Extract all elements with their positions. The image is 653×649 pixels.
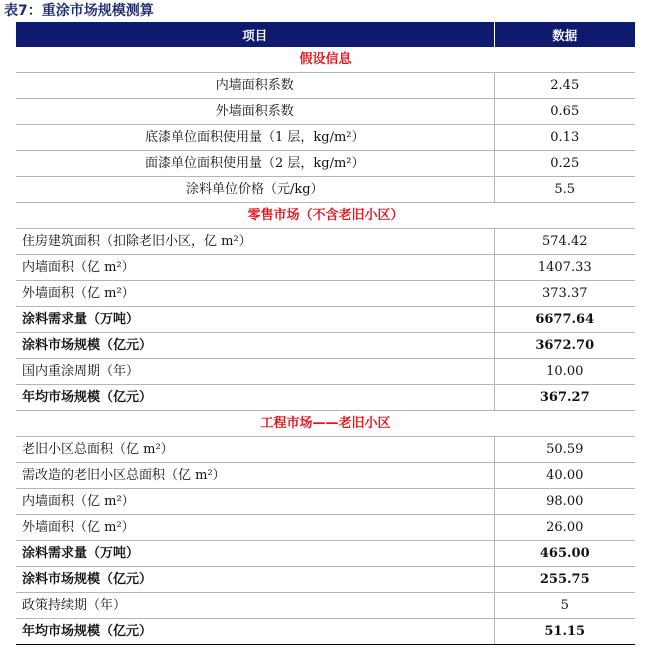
table-row bbox=[16, 515, 635, 541]
row-value: 255.75 bbox=[494, 567, 635, 593]
table-header-row bbox=[16, 22, 635, 47]
section-heading-row bbox=[16, 203, 635, 229]
row-label: 涂料市场规模（亿元） bbox=[16, 333, 494, 359]
table-row bbox=[16, 229, 635, 255]
table-row bbox=[16, 151, 635, 177]
row-value: 50.59 bbox=[494, 437, 635, 463]
table-body bbox=[16, 47, 635, 645]
table-row bbox=[16, 99, 635, 125]
table-row bbox=[16, 463, 635, 489]
row-label: 需改造的老旧小区总面积（亿 m²） bbox=[16, 463, 494, 489]
row-label: 住房建筑面积（扣除老旧小区，亿 m²） bbox=[16, 229, 494, 255]
row-value: 10.00 bbox=[494, 359, 635, 385]
row-value: 5.5 bbox=[494, 177, 635, 203]
table-row bbox=[16, 567, 635, 593]
row-label: 涂料市场规模（亿元） bbox=[16, 567, 494, 593]
row-label: 年均市场规模（亿元） bbox=[16, 385, 494, 411]
row-value: 51.15 bbox=[494, 619, 635, 645]
section-heading: 假设信息 bbox=[16, 47, 635, 73]
row-label: 年均市场规模（亿元） bbox=[16, 619, 494, 645]
table-row bbox=[16, 541, 635, 567]
row-value: 1407.33 bbox=[494, 255, 635, 281]
row-label: 政策持续期（年） bbox=[16, 593, 494, 619]
table-row bbox=[16, 619, 635, 645]
row-label: 底漆单位面积使用量（1 层，kg/m²） bbox=[16, 125, 494, 151]
row-value: 465.00 bbox=[494, 541, 635, 567]
section-heading: 工程市场——老旧小区 bbox=[16, 411, 635, 437]
row-label: 外墙面积系数 bbox=[16, 99, 494, 125]
table-row bbox=[16, 359, 635, 385]
table-row bbox=[16, 255, 635, 281]
row-label: 涂料需求量（万吨） bbox=[16, 307, 494, 333]
header-item: 项目 bbox=[16, 22, 494, 47]
table-row bbox=[16, 281, 635, 307]
row-label: 内墙面积（亿 m²） bbox=[16, 489, 494, 515]
row-value: 3672.70 bbox=[494, 333, 635, 359]
row-label: 面漆单位面积使用量（2 层，kg/m²） bbox=[16, 151, 494, 177]
table-row bbox=[16, 125, 635, 151]
row-value: 0.65 bbox=[494, 99, 635, 125]
row-label: 涂料单位价格（元/kg） bbox=[16, 177, 494, 203]
estimate-table bbox=[16, 22, 635, 645]
section-heading-row bbox=[16, 411, 635, 437]
table-row bbox=[16, 437, 635, 463]
row-value: 6677.64 bbox=[494, 307, 635, 333]
section-heading-row bbox=[16, 47, 635, 73]
table-title: 表7：重涂市场规模测算 bbox=[4, 3, 154, 19]
row-label: 老旧小区总面积（亿 m²） bbox=[16, 437, 494, 463]
row-label: 内墙面积（亿 m²） bbox=[16, 255, 494, 281]
row-value: 5 bbox=[494, 593, 635, 619]
row-label: 外墙面积（亿 m²） bbox=[16, 281, 494, 307]
table-row bbox=[16, 489, 635, 515]
table-row bbox=[16, 385, 635, 411]
row-value: 373.37 bbox=[494, 281, 635, 307]
table-row bbox=[16, 73, 635, 99]
row-value: 26.00 bbox=[494, 515, 635, 541]
row-label: 国内重涂周期（年） bbox=[16, 359, 494, 385]
row-value: 40.00 bbox=[494, 463, 635, 489]
row-label: 内墙面积系数 bbox=[16, 73, 494, 99]
row-value: 367.27 bbox=[494, 385, 635, 411]
table-row bbox=[16, 177, 635, 203]
header-value: 数据 bbox=[494, 22, 635, 47]
row-label: 涂料需求量（万吨） bbox=[16, 541, 494, 567]
table-row bbox=[16, 333, 635, 359]
row-value: 0.13 bbox=[494, 125, 635, 151]
section-heading: 零售市场（不含老旧小区） bbox=[16, 203, 635, 229]
table-row bbox=[16, 307, 635, 333]
row-value: 98.00 bbox=[494, 489, 635, 515]
row-label: 外墙面积（亿 m²） bbox=[16, 515, 494, 541]
row-value: 0.25 bbox=[494, 151, 635, 177]
table-row bbox=[16, 593, 635, 619]
row-value: 574.42 bbox=[494, 229, 635, 255]
row-value: 2.45 bbox=[494, 73, 635, 99]
